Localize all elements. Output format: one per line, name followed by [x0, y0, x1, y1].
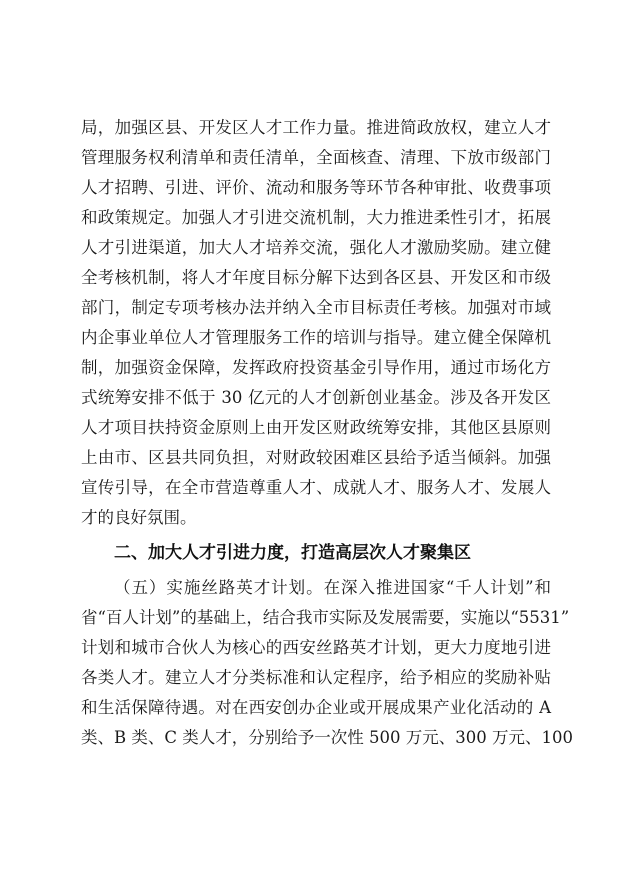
text-line: 计划和城市合伙人为核心的西安丝路英才计划，更大力度地引进 [81, 638, 551, 657]
text-line: 省“百人计划”的基础上，结合我市实际及发展需要，实施以“5531” [81, 608, 570, 627]
text-line: 人才招聘、引进、评价、流动和服务等环节各种审批、收费事项 [81, 178, 551, 197]
text-line: 管理服务权利清单和责任清单，全面核查、清理、下放市级部门 [81, 148, 551, 167]
text-line: 各类人才。建立人才分类标准和认定程序，给予相应的奖励补贴 [81, 668, 551, 687]
text-line: 才的良好氛围。 [81, 508, 197, 527]
text-line: 制，加强资金保障，发挥政府投资基金引导作用，通过市场化方 [81, 358, 551, 377]
section-heading: 二、加大人才引进力度，打造高层次人才聚集区 [114, 543, 471, 563]
text-line: 和生活保障待遇。对在西安创办企业或开展成果产业化活动的 A [81, 698, 551, 717]
text-line: 全考核机制，将人才年度目标分解下达到各区县、开发区和市级 [81, 268, 551, 287]
text-line: （五）实施丝路英才计划。在深入推进国家“千人计划”和 [114, 578, 551, 597]
text-line: 人才引进渠道，加大人才培养交流，强化人才激励奖励。建立健 [81, 238, 551, 257]
text-line: 上由市、区县共同负担，对财政较困难区县给予适当倾斜。加强 [81, 448, 551, 467]
text-line: 式统筹安排不低于 30 亿元的人才创新创业基金。涉及各开发区 [81, 388, 551, 407]
text-line: 和政策规定。加强人才引进交流机制，大力推进柔性引才，拓展 [81, 208, 551, 227]
text-line: 宣传引导，在全市营造尊重人才、成就人才、服务人才、发展人 [81, 478, 551, 497]
text-line: 类、B 类、C 类人才，分别给予一次性 500 万元、300 万元、100 [81, 728, 573, 747]
text-line: 内企事业单位人才管理服务工作的培训与指导。建立健全保障机 [81, 328, 551, 347]
text-line: 人才项目扶持资金原则上由开发区财政统筹安排，其他区县原则 [81, 418, 551, 437]
text-line: 部门，制定专项考核办法并纳入全市目标责任考核。加强对市域 [81, 298, 551, 317]
text-line: 局，加强区县、开发区人才工作力量。推进简政放权，建立人才 [81, 118, 551, 137]
